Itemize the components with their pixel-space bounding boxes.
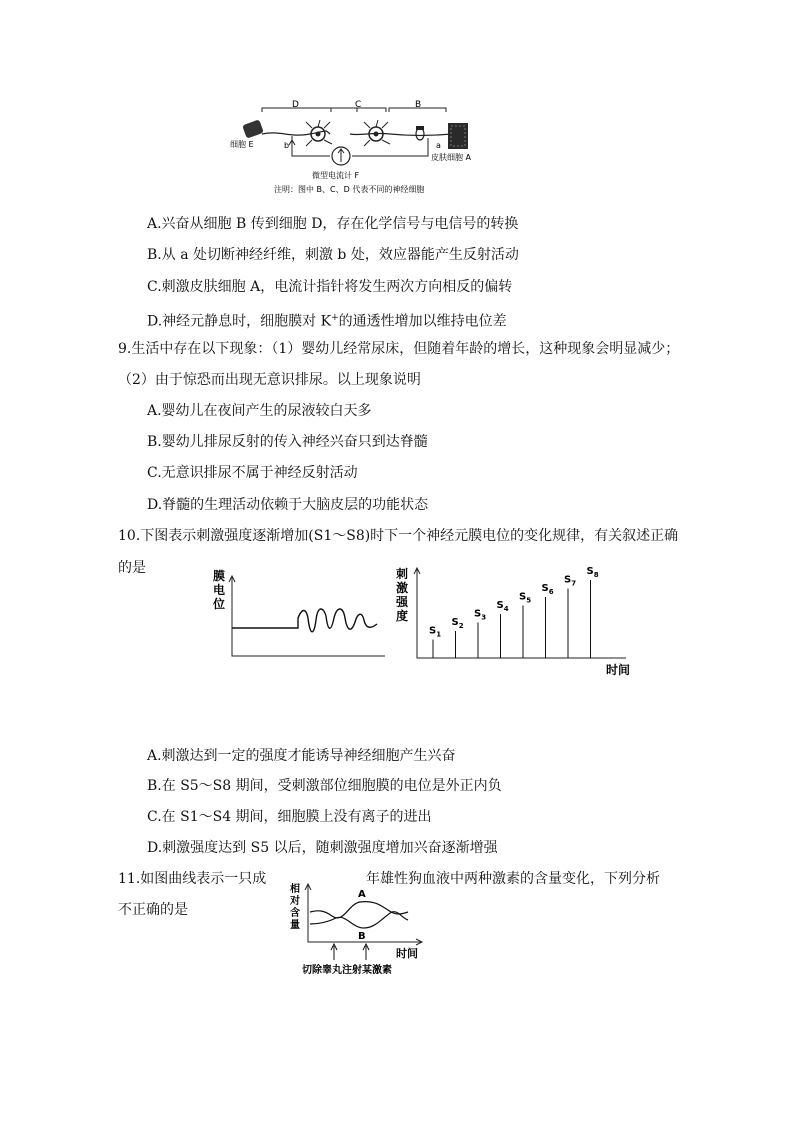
hormone-content-chart — [288, 880, 428, 978]
reflex-arc-figure — [230, 98, 490, 198]
right-ylabel-3: 强 — [396, 595, 409, 609]
q10-option-b: B.在 S5～S8 期间，受刺激部位细胞膜的电位是外正内负 — [147, 778, 502, 794]
fig11-ylabel-3: 含 — [290, 908, 300, 919]
membrane-potential-chart — [205, 566, 390, 662]
q10-option-a: A.刺激达到一定的强度才能诱导神经细胞产生兴奋 — [147, 748, 456, 764]
q8-d-pre: D.神经元静息时，细胞膜对 K — [147, 313, 332, 330]
curve-b-label: B — [358, 931, 366, 942]
right-ylabel-4: 度 — [396, 609, 409, 623]
right-xlabel: 时间 — [606, 663, 631, 677]
q9-stem-line2: （2）由于惊恐而出现无意识排尿。以上现象说明 — [118, 372, 421, 388]
left-ylabel-2: 电 — [213, 583, 226, 597]
label-skin-a: 皮肤细胞 A — [431, 153, 472, 162]
neuron-B-soma — [416, 126, 424, 140]
stimulus-label-6: $S_6$ — [541, 583, 554, 596]
q10-option-d: D.刺激强度达到 S5 以后，随刺激强度增加兴奋逐渐增强 — [147, 840, 498, 856]
right-ylabel-1: 刺 — [396, 567, 409, 581]
q8-option-b: B.从 a 处切断神经纤维，刺激 b 处，效应器能产生反射活动 — [147, 247, 519, 263]
q9-option-a: A.婴幼儿在夜间产生的尿液较白天多 — [147, 403, 372, 419]
stimulus-label-7: $S_7$ — [564, 574, 577, 588]
q8-d-sup: + — [331, 313, 339, 323]
q9-option-c: C.无意识排尿不属于神经反射活动 — [147, 465, 358, 481]
stimulus-strength-chart — [392, 562, 642, 680]
effector-cell-e — [242, 119, 264, 138]
stimulus-label-5: $S_5$ — [519, 591, 532, 605]
q11-stem-line2: 不正确的是 — [118, 902, 188, 918]
fig11-annotation: 切除睾丸注射某激素 — [302, 965, 392, 976]
curve-a — [310, 902, 408, 918]
arrow-castration — [331, 944, 337, 960]
q8-option-a: A.兴奋从细胞 B 传到细胞 D，存在化学信号与电信号的转换 — [147, 216, 519, 232]
figure-note: 注明：图中 B、C、D 代表不同的神经细胞 — [274, 185, 425, 194]
neuron-C — [364, 120, 390, 146]
q10-option-c: C.在 S1～S4 期间，细胞膜上没有离子的进出 — [147, 809, 432, 825]
stimulus-label-4: $S_4$ — [496, 600, 509, 613]
label-meter-f: 微型电流计 F — [312, 171, 360, 180]
fig11-ylabel-4: 量 — [290, 920, 300, 931]
label-a: a — [436, 141, 441, 150]
curve-b — [310, 912, 408, 928]
label-D: D — [292, 100, 299, 110]
right-ylabel-2: 激 — [396, 581, 409, 595]
q9-option-b: B.婴幼儿排尿反射的传入神经兴奋只到达脊髓 — [147, 434, 428, 450]
q10-stem-line1: 10.下图表示刺激强度逐渐增加(S1～S8)时下一个神经元膜电位的变化规律，有关叙述正确 — [118, 528, 679, 544]
fig11-xlabel: 时间 — [396, 947, 418, 960]
q8-d-post: 的通透性增加以维持电位差 — [338, 313, 507, 330]
fig11-ylabel-1: 相 — [290, 884, 300, 895]
q10-stem-line2: 的是 — [118, 560, 146, 576]
membrane-potential-trace — [232, 609, 377, 632]
left-ylabel-1: 膜 — [213, 569, 226, 583]
q8-option-c: C.刺激皮肤细胞 A，电流计指针将发生两次方向相反的偏转 — [147, 279, 513, 295]
stimulus-label-3: $S_3$ — [474, 608, 487, 622]
brace-D — [262, 108, 357, 112]
q9-option-d: D.脊髓的生理活动依赖于大脑皮层的功能状态 — [147, 497, 429, 513]
label-b: b — [284, 141, 290, 150]
label-B: B — [415, 100, 422, 110]
arrow-injection — [363, 944, 369, 960]
q11-stem-line1a: 11.如图曲线表示一只成 — [118, 871, 267, 887]
left-ylabel-3: 位 — [213, 597, 226, 611]
curve-a-label: A — [358, 889, 366, 900]
q9-stem-line1: 9.生活中存在以下现象：（1）婴幼儿经常尿床，但随着年龄的增长，这种现象会明显减少； — [118, 341, 680, 357]
stimulus-label-2: $S_2$ — [451, 617, 464, 630]
label-cell-e: 细胞 E — [230, 140, 254, 149]
stimulus-label-1: $S_1$ — [429, 625, 442, 639]
q8-option-d — [147, 308, 507, 332]
q11-stem-line1b: 年雄性狗血液中两种激素的含量变化，下列分析 — [366, 871, 660, 887]
right-axes — [417, 568, 626, 658]
label-C: C — [355, 100, 362, 110]
fig11-ylabel-2: 对 — [290, 896, 300, 907]
stimulus-label-8: $S_8$ — [586, 566, 599, 579]
